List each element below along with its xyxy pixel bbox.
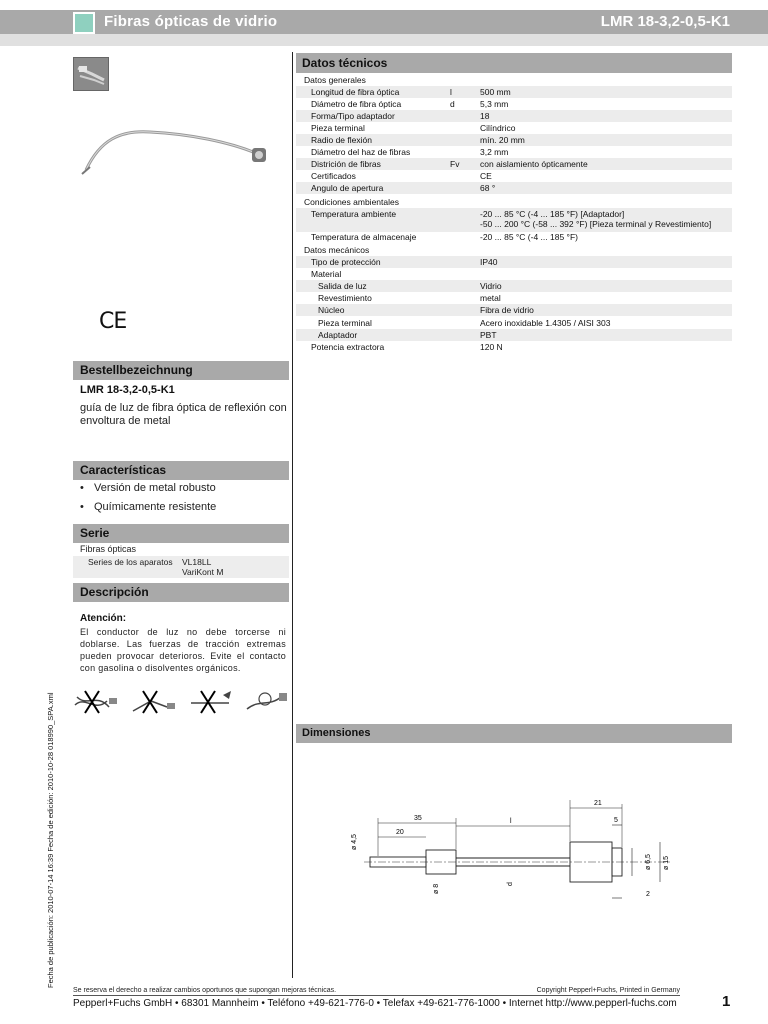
dim-35: 35 — [414, 815, 422, 822]
feature-item: • Versión de metal robusto — [80, 482, 216, 494]
dim-5: 5 — [614, 817, 618, 824]
footer-note: Se reserva el derecho a realizar cambios oportunos que supongan mejoras técnicas. — [73, 987, 337, 994]
series-heading: Serie — [73, 524, 289, 543]
column-divider — [292, 52, 293, 978]
description-heading: Descripción — [73, 583, 289, 602]
order-heading: Bestellbezeichnung — [73, 361, 289, 380]
tech-row: Núcleo Fibra de vidrio — [296, 304, 732, 316]
dim-dia8: ø 8 — [433, 883, 440, 894]
series-row-value: VL18LL — [182, 557, 212, 567]
no-chemical-icon — [247, 693, 287, 709]
no-twist-icon — [75, 691, 117, 713]
footer-divider — [73, 995, 680, 996]
dim-l: l — [510, 818, 512, 825]
page-title: Fibras ópticas de vidrio — [104, 13, 278, 30]
product-thumbnail — [73, 57, 109, 91]
features-heading: Características — [73, 461, 289, 480]
group-ambient: Condiciones ambientales — [304, 197, 399, 207]
tech-row: Districión de fibras Fv con aislamiento ópticamente — [296, 158, 732, 170]
publication-meta: Fecha de publicación: 2010-07-14 16:39 Fecha de edición: 2010-10-28 018990_SPA.xml — [46, 692, 55, 988]
product-code: LMR 18-3,2-0,5-K1 — [600, 13, 730, 30]
tech-row: Adaptador PBT — [296, 329, 732, 341]
dimension-drawing — [350, 790, 680, 910]
dim-21: 21 — [594, 800, 602, 807]
tech-row: Material — [311, 269, 342, 279]
tech-row: Certificados CE — [311, 171, 492, 181]
tech-row: Temperatura ambiente -20 ... 85 °C (-4 ... 185 °F) [Adaptador] -50 ... 200 °C (-58 ... 392 °F) [Pieza terminal y Revestimiento] — [296, 208, 732, 232]
order-description: guía de luz de fibra óptica de reflexión con envoltura de metal — [80, 402, 287, 427]
series-subtitle: Fibras ópticas — [80, 544, 137, 554]
dimensions-heading: Dimensiones — [296, 724, 732, 743]
order-code: LMR 18-3,2-0,5-K1 — [80, 384, 175, 396]
tech-data-heading: Datos técnicos — [296, 53, 732, 73]
tech-row: Potencia extractora 120 N — [311, 342, 503, 352]
tech-row: Diámetro del haz de fibras 3,2 mm — [311, 147, 509, 157]
tech-row: Tipo de protección IP40 — [296, 256, 732, 268]
no-pull-icon — [191, 691, 231, 713]
tech-row: Pieza terminal Acero inoxidable 1.4305 / AISI 303 — [318, 318, 611, 328]
group-mechanical: Datos mecánicos — [304, 245, 370, 255]
handling-warning-icons — [73, 685, 289, 719]
group-general: Datos generales — [304, 75, 366, 85]
dim-dia45: ø 4,5 — [351, 834, 358, 850]
product-photo — [80, 120, 270, 190]
no-kink-icon — [133, 691, 175, 713]
footer-copyright: Copyright Pepperl+Fuchs, Printed in Germany — [536, 987, 680, 994]
dim-20: 20 — [396, 829, 404, 836]
series-row-value: VariKont M — [182, 567, 224, 577]
header-underline — [0, 34, 768, 46]
dim-d: d — [507, 882, 514, 886]
page-number: 1 — [722, 993, 731, 1010]
header-square-icon — [73, 12, 95, 34]
ce-mark: CE — [99, 309, 127, 334]
tech-row: Revestimiento metal — [318, 293, 501, 303]
tech-row: Longitud de fibra óptica l 500 mm — [296, 86, 732, 98]
dim-2: 2 — [646, 891, 650, 898]
dim-dia15: ø 15 — [663, 855, 670, 870]
tech-row: Forma/Tipo adaptador 18 — [296, 110, 732, 122]
feature-item: • Químicamente resistente — [80, 501, 217, 513]
tech-row: Diámetro de fibra óptica d 5,3 mm — [311, 99, 509, 109]
tech-row: Pieza terminal Cilíndrico — [311, 123, 516, 133]
tech-row: Salida de luz Vidrio — [296, 280, 732, 292]
series-row-label: Series de los aparatos — [88, 557, 173, 567]
dim-dia65: ø 6,5 — [645, 854, 652, 870]
footer-contact: Pepperl+Fuchs GmbH • 68301 Mannheim • Teléfono +49-621-776-0 • Telefax +49-621-776-1000 • Internet http://www.pepperl-fuchs.com — [73, 998, 677, 1009]
tech-row: Temperatura de almacenaje -20 ... 85 °C (-4 ... 185 °F) — [311, 232, 578, 242]
tech-row: Angulo de apertura 68 ° — [296, 182, 732, 194]
tech-row: Radio de flexión mín. 20 mm — [296, 134, 732, 146]
attention-text: El conductor de luz no debe torcerse ni doblarse. Las fuerzas de tracción extremas pueden provocar deterioros. Evite el contacto con gasolina o disolventes orgánicos. — [80, 627, 286, 673]
attention-title: Atención: — [80, 613, 127, 624]
